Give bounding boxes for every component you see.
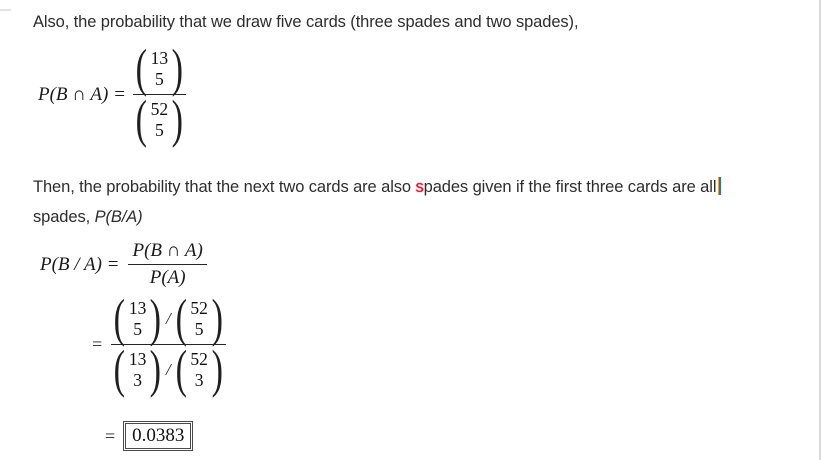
paragraph-intro-text: Also, the probability that we draw five cards (three spades and two spades), xyxy=(33,13,579,31)
top-left-divider-fragment xyxy=(0,9,11,11)
formula3-fraction xyxy=(111,290,225,399)
binom-bottom: 3 xyxy=(194,370,204,390)
left-paren-icon: ( xyxy=(135,91,147,149)
formula2-fraction xyxy=(128,240,206,289)
paragraph-conditional-line2 xyxy=(33,202,721,232)
fraction-bar xyxy=(111,344,225,345)
formula3-numerator xyxy=(111,290,225,348)
fraction-bar xyxy=(128,264,206,265)
formula1-fraction xyxy=(133,40,186,149)
right-paren-icon: ) xyxy=(171,40,184,98)
binom-bottom: 5 xyxy=(194,319,204,339)
right-paren-icon: ) xyxy=(149,290,162,348)
red-marked-letter: s xyxy=(415,178,424,196)
divide-slash: / xyxy=(165,309,171,328)
binom-top: 52 xyxy=(190,298,208,318)
right-paren-icon: ) xyxy=(171,91,184,149)
left-paren-icon: ( xyxy=(113,290,126,348)
binom-top: 13 xyxy=(128,298,147,318)
formula-substitution xyxy=(92,290,226,399)
binom-bottom: 5 xyxy=(154,120,164,140)
text-cursor-caret xyxy=(718,177,721,195)
binomial-52-choose-3 xyxy=(173,341,226,399)
binom-top: 13 xyxy=(128,349,147,369)
binom-bottom: 5 xyxy=(154,69,164,89)
binom-top: 52 xyxy=(150,99,169,119)
formula2-numerator: P(B ∩ A) xyxy=(132,240,203,261)
right-paren-icon: ) xyxy=(149,341,162,399)
divide-slash: / xyxy=(165,360,171,379)
panel-right-border xyxy=(819,0,821,460)
formula2-lhs: P(B / A) = xyxy=(40,253,120,275)
boxed-result-value: 0.0383 xyxy=(123,421,193,451)
right-paren-icon: ) xyxy=(211,341,223,399)
equals-sign: = xyxy=(92,334,103,354)
line1-segment-2: pades given if the first three cards are all xyxy=(423,178,717,196)
line1-segment-1: Then, the probability that the next two cards are also xyxy=(33,178,416,196)
binomial-13-choose-3 xyxy=(111,341,164,399)
binomial-13-choose-5 xyxy=(111,290,164,348)
line2-text: spades, xyxy=(33,208,95,226)
formula-p-b-and-a xyxy=(38,40,186,149)
formula-result xyxy=(105,421,193,451)
binomial-13-choose-5 xyxy=(133,40,186,98)
binom-top: 13 xyxy=(150,48,169,68)
left-paren-icon: ( xyxy=(113,341,126,399)
formula2-denominator: P(A) xyxy=(149,267,186,288)
binom-bottom: 3 xyxy=(133,370,142,390)
binom-top: 52 xyxy=(190,349,208,369)
paragraph-intro xyxy=(33,7,578,37)
paragraph-conditional-line1 xyxy=(33,172,721,202)
binomial-52-choose-5 xyxy=(133,91,186,149)
paragraph-conditional xyxy=(33,172,721,232)
binomial-52-choose-5 xyxy=(173,290,226,348)
formula3-denominator xyxy=(111,341,225,399)
formula-bayes-definition xyxy=(40,240,207,289)
equals-sign: = xyxy=(105,425,116,446)
right-paren-icon: ) xyxy=(211,290,223,348)
left-paren-icon: ( xyxy=(175,290,187,348)
binom-bottom: 5 xyxy=(133,319,142,339)
formula1-lhs: P(B ∩ A) = xyxy=(38,83,126,105)
inline-math-p-b-given-a: P(B/A) xyxy=(94,208,143,226)
left-paren-icon: ( xyxy=(175,341,187,399)
left-paren-icon: ( xyxy=(135,40,147,98)
